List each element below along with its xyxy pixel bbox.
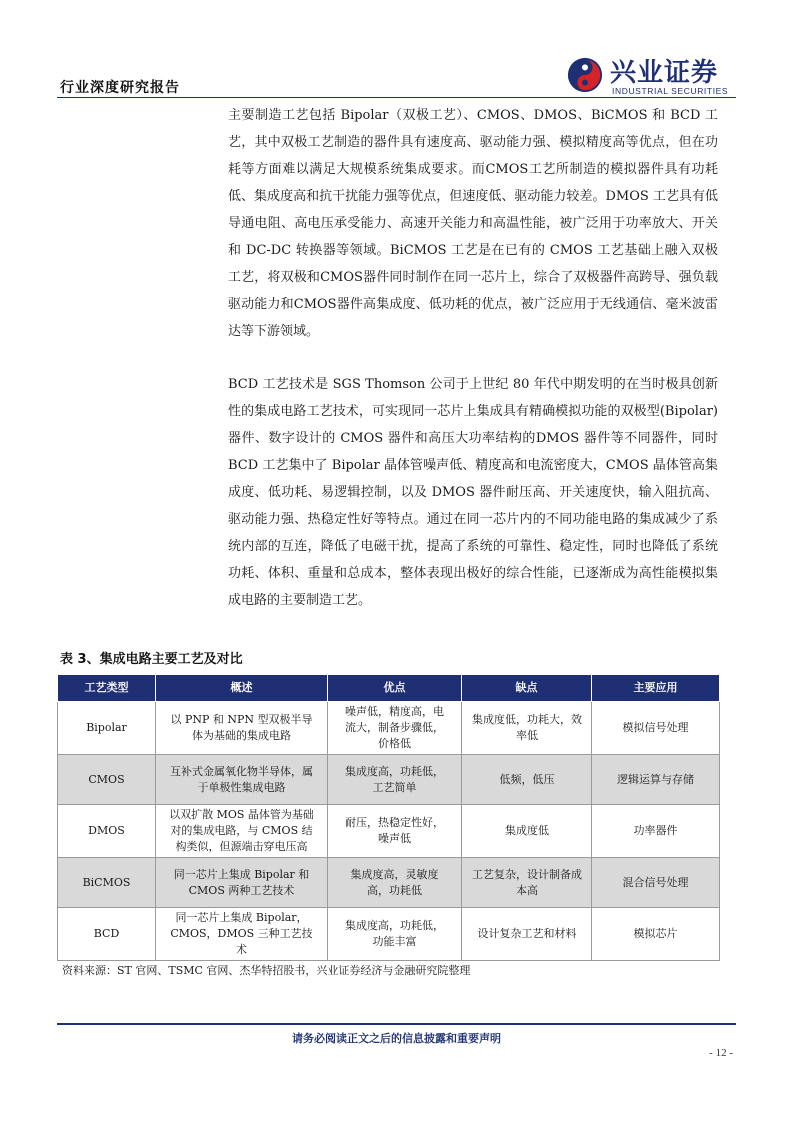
disclaimer-notice: 请务必阅读正文之后的信息披露和重要声明 — [292, 1032, 501, 1045]
cell-applications: 模拟芯片 — [592, 908, 720, 961]
cell-applications: 功率器件 — [592, 805, 720, 858]
table-row — [58, 908, 720, 961]
table-title: 表 3、集成电路主要工艺及对比 — [60, 652, 243, 667]
body-paragraph-2: BCD 工艺技术是 SGS Thomson 公司于上世纪 80 年代中期发明的在当时极具创新性的集成电路工艺技术，可实现同一芯片上集成具有精确模拟功能的双极型(Bipolar)器件、数字设计的 CMOS 器件和高压大功率结构的DMOS 器件等不同器件，同时 BCD 工艺集中了 Bipolar 晶体管噪声低、精度高和电流密度大，CMOS 晶体管高集成度、低功耗、易逻辑控制，以及 DMOS 器件耐压高、开关速度快，输入阻抗高、驱动能力强、热稳定性好等特点。通过在同一芯片内的不同功能电路的集成减少了系统内部的互连，降低了电磁干扰，提高了系统的可靠性、稳定性，同时也降低了系统功耗、体积、重量和总成本，整体表现出极好的综合性能，已逐渐成为高性能模拟集成电路的主要制造工艺。 — [228, 377, 718, 608]
cell-process-type: BCD — [58, 908, 156, 961]
cell-advantages: 集成度高，灵敏度高，功耗低 — [350, 867, 439, 897]
report-type-label: 行业深度研究报告 — [60, 80, 180, 96]
logo-chinese-name: 兴业证券 — [610, 58, 719, 88]
cell-disadvantages: 集成度低，功耗大，效率低 — [472, 713, 582, 742]
table-row — [58, 702, 720, 755]
cell-advantages: 集成度高，功耗低，工艺简单 — [345, 764, 444, 794]
table-row — [58, 805, 720, 858]
page-number: - 12 - — [709, 1047, 733, 1059]
cell-advantages: 耐压，热稳定性好，噪声低 — [345, 816, 444, 845]
cell-overview: 互补式金属氧化物半导体，属于单极性集成电路 — [170, 764, 313, 794]
cell-advantages: 集成度高，功耗低，功能丰富 — [345, 919, 444, 948]
header-disadvantages: 缺点 — [462, 675, 592, 702]
cell-disadvantages: 设计复杂工艺和材料 — [477, 927, 577, 940]
header-advantages: 优点 — [328, 675, 462, 702]
cell-advantages: 噪声低，精度高，电流大，制备步骤低，价格低 — [345, 705, 444, 750]
cell-overview: 同一芯片上集成 Bipolar 和 CMOS 两种工艺技术 — [173, 867, 310, 897]
header-process-type: 工艺类型 — [58, 675, 156, 702]
body-paragraph-1: 主要制造工艺包括 Bipolar（双极工艺）、CMOS、DMOS、BiCMOS 和 BCD 工艺，其中双极工艺制造的器件具有速度高、驱动能力强、模拟精度高等优点，但在功耗等方面难以满足大规模系统集成要求。而CMOS工艺所制造的模拟器件具有功耗低、集成度高和抗干扰能力强等优点，但速度低、驱动能力较差。DMOS 工艺具有低导通电阻、高电压承受能力、高速开关能力和高温性能，被广泛用于功率放大、开关和 DC-DC 转换器等领域。BiCMOS 工艺是在已有的 CMOS 工艺基础上融入双极工艺，将双极和CMOS器件同时制作在同一芯片上，综合了双极器件高跨导、强负载驱动能力和CMOS器件高集成度、低功耗的优点，被广泛应用于无线通信、毫米波雷达等下游领域。 — [228, 108, 718, 339]
cell-disadvantages: 工艺复杂，设计制备成本高 — [472, 867, 582, 897]
cell-process-type: DMOS — [58, 805, 156, 858]
header-divider — [57, 97, 736, 98]
cell-applications: 模拟信号处理 — [592, 702, 720, 755]
cell-process-type: Bipolar — [58, 702, 156, 755]
logo-mark-icon — [566, 56, 604, 94]
table-header-row — [58, 675, 720, 702]
table-row — [58, 755, 720, 805]
logo-english-name: INDUSTRIAL SECURITIES — [612, 86, 729, 96]
table-source-note: 资料来源：ST 官网、TSMC 官网、杰华特招股书，兴业证券经济与金融研究院整理 — [62, 964, 471, 977]
table-row — [58, 858, 720, 908]
header-overview: 概述 — [156, 675, 328, 702]
cell-process-type: CMOS — [58, 755, 156, 805]
cell-disadvantages: 集成度低 — [505, 824, 549, 837]
company-logo — [566, 52, 746, 98]
cell-applications: 逻辑运算与存储 — [592, 755, 720, 805]
cell-overview: 同一芯片上集成 Bipolar，CMOS，DMOS 三种工艺技术 — [170, 911, 313, 956]
cell-overview: 以双扩散 MOS 晶体管为基础对的集成电路，与 CMOS 结构类似，但源端击穿电压高 — [169, 808, 314, 853]
cell-applications: 混合信号处理 — [592, 858, 720, 908]
cell-process-type: BiCMOS — [58, 858, 156, 908]
cell-overview: 以 PNP 和 NPN 型双极半导体为基础的集成电路 — [170, 713, 313, 742]
header-applications: 主要应用 — [592, 675, 720, 702]
cell-disadvantages: 低频，低压 — [499, 772, 555, 786]
process-comparison-table — [57, 674, 720, 961]
footer-divider — [57, 1023, 736, 1025]
